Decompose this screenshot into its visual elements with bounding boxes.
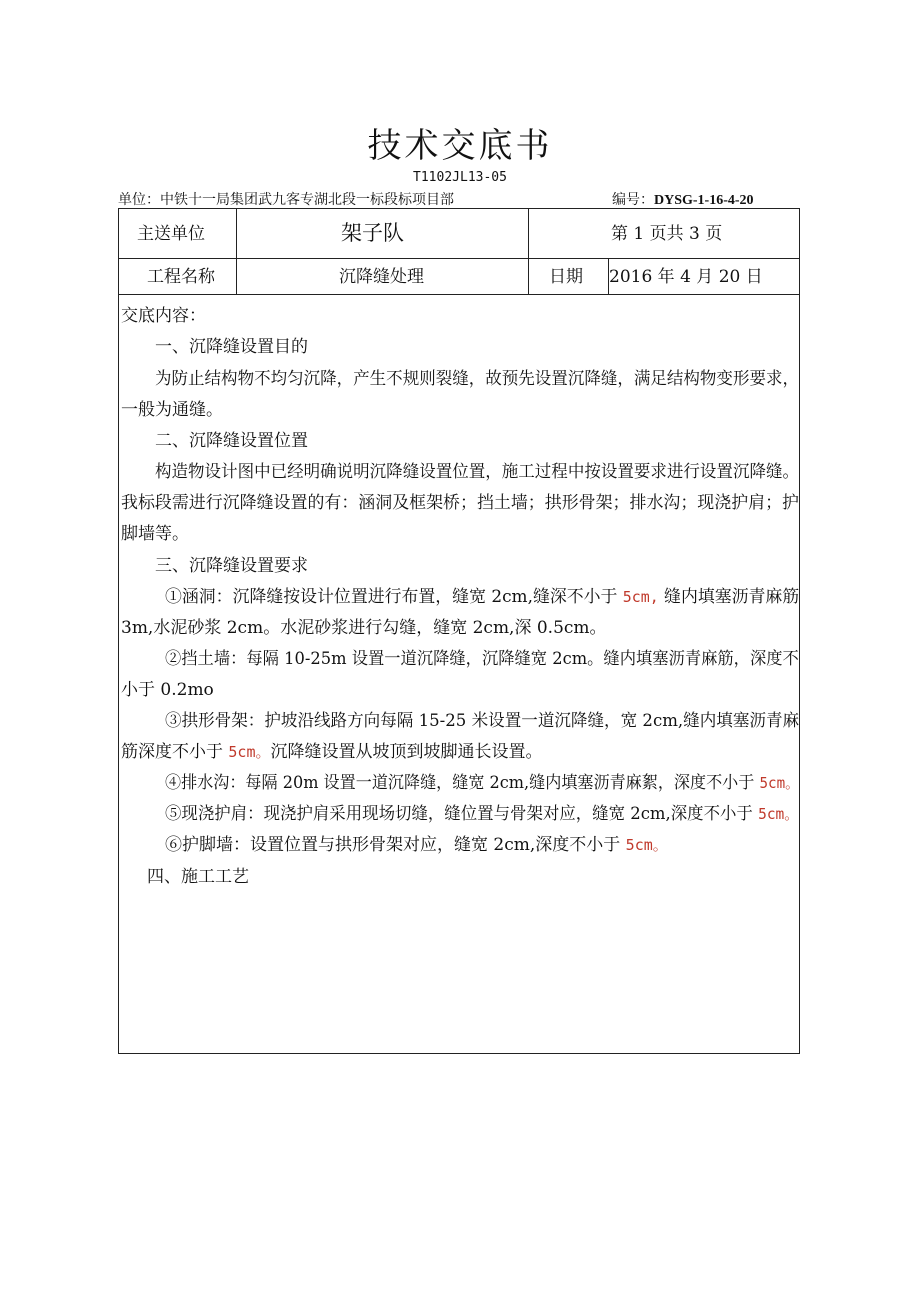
unit-line: 单位：中铁十一局集团武九客专湖北段一标段标项目部 — [118, 192, 454, 208]
requirement-item-toe-wall: ⑥护脚墙：设置位置与拱形骨架对应，缝宽 2cm,深度不小于 5cm。 — [165, 835, 668, 855]
content-intro: 交底内容： — [121, 306, 206, 326]
paragraph-line: 小于 0.2mo — [121, 680, 214, 700]
section-heading-2: 二、沉降缝设置位置 — [155, 431, 308, 451]
date-value: 2016 年 4 月 20 日 — [609, 267, 763, 287]
paragraph-line: 构造物设计图中已经明确说明沉降缝设置位置，施工过程中按设置要求进行设置沉降缝。 — [155, 462, 799, 482]
row-divider-1 — [119, 258, 799, 259]
paragraph-line: 为防止结构物不均匀沉降，产生不规则裂缝，故预先设置沉降缝，满足结构物变形要求， — [155, 369, 799, 389]
project-name-value: 沉降缝处理 — [339, 267, 424, 287]
briefing-table — [118, 208, 800, 1054]
paragraph-line: 筋深度不小于 5cm。沉降缝设置从坡顶到坡脚通长设置。 — [121, 742, 543, 762]
requirement-item-retaining-wall: ②挡土墙：每隔 10-25m 设置一道沉降缝，沉降缝宽 2cm。缝内填塞沥青麻筋，深度不 — [165, 649, 799, 669]
paragraph-line: 我标段需进行沉降缝设置的有：涵洞及框架桥；挡土墙；拱形骨架；排水沟；现浇护肩；护 — [121, 493, 799, 513]
col-divider-2 — [528, 209, 529, 295]
date-label: 日期 — [549, 267, 583, 287]
requirement-item-arch-frame: ③拱形骨架：护坡沿线路方向每隔 15-25 米设置一道沉降缝，宽 2cm,缝内填塞沥青麻 — [165, 711, 800, 731]
serial-label: 编号： — [612, 192, 654, 208]
document-code: T1102JL13-05 — [413, 170, 507, 185]
requirement-item-shoulder: ⑤现浇护肩：现浇护肩采用现场切缝，缝位置与骨架对应，缝宽 2cm,深度不小于 5cm。 — [165, 804, 799, 824]
col-divider-1 — [236, 209, 237, 295]
section-heading-3: 三、沉降缝设置要求 — [155, 556, 308, 576]
serial-number — [612, 189, 754, 209]
page-indicator: 第 1 页共 3 页 — [611, 224, 723, 244]
paragraph-line: 脚墙等。 — [121, 524, 189, 544]
section-heading-4: 四、施工工艺 — [147, 867, 249, 887]
recipient-label: 主送单位 — [137, 224, 205, 244]
project-name-label: 工程名称 — [147, 267, 215, 287]
serial-value: DYSG-1-16-4-20 — [654, 193, 754, 208]
recipient-value: 架子队 — [341, 221, 404, 245]
requirement-item-culvert: ①涵洞：沉降缝按设计位置进行布置，缝宽 2cm,缝深不小于 5cm, 缝内填塞沥青麻筋 — [165, 587, 800, 607]
row-divider-2 — [119, 294, 799, 295]
requirement-item-drain-ditch: ④排水沟：每隔 20m 设置一道沉降缝，缝宽 2cm,缝内填塞沥青麻絮，深度不小于 5cm。 — [165, 773, 800, 793]
document-title: 技术交底书 — [367, 126, 553, 166]
paragraph-line: 一般为通缝。 — [121, 400, 223, 420]
section-heading-1: 一、沉降缝设置目的 — [155, 337, 308, 357]
paragraph-line: 3m,水泥砂浆 2cm。水泥砂浆进行勾缝，缝宽 2cm,深 0.5cm。 — [121, 618, 607, 638]
